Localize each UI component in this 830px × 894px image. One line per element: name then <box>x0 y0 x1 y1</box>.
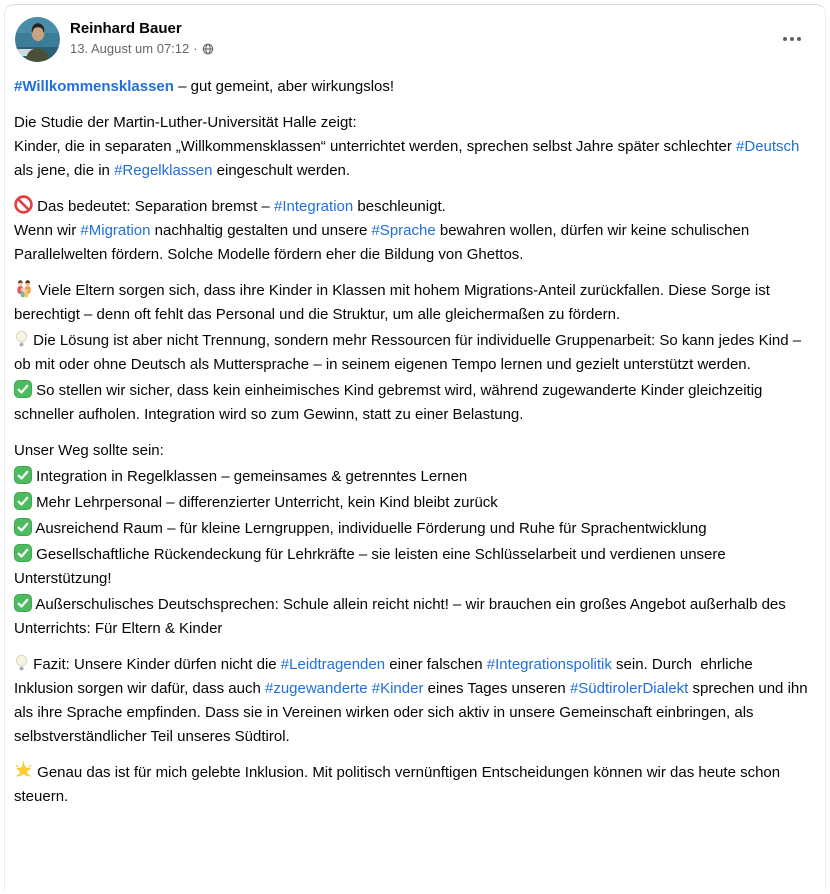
hashtag-link[interactable]: #Migration <box>80 222 151 239</box>
hashtag-link[interactable]: #Kinder <box>371 680 424 697</box>
lightbulb-emoji <box>14 654 29 672</box>
post-meta-row <box>70 41 214 57</box>
post-text: als jene, die in <box>14 138 804 179</box>
family-emoji <box>14 280 34 298</box>
check-emoji <box>14 466 32 484</box>
avatar[interactable] <box>15 17 60 62</box>
post-text: Außerschulisches Deutschsprechen: Schule allein reicht nicht! – wir brauchen ein großes Angebot außerhalb des Unterrichts: Für Eltern & Kinder <box>14 596 790 637</box>
lightbulb-emoji <box>14 330 29 348</box>
post-text: eingeschult werden. <box>212 162 351 179</box>
post-text: einer falschen <box>385 656 487 673</box>
post-text: Mehr Lehrpersonal – differenzierter Unterricht, kein Kind bleibt zurück <box>32 494 498 511</box>
post-paragraph <box>14 761 816 809</box>
header-meta <box>70 17 214 57</box>
author-name[interactable]: Reinhard Bauer <box>70 20 182 37</box>
post-text: Die Lösung ist aber nicht Trennung, sondern mehr Ressourcen für individuelle Gruppenarbeit: So kann jedes Kind – ob mit oder ohne Deutsch als Muttersprache – in seinem eigenen Tempo lernen und gezielt unterstützt werden. <box>14 332 806 373</box>
globe-icon <box>202 43 214 55</box>
post-paragraph <box>14 75 816 99</box>
post-body <box>5 62 825 809</box>
check-emoji <box>14 594 32 612</box>
check-emoji <box>14 380 32 398</box>
post-text: Die Studie der Martin-Luther-Universität Halle zeigt: <box>14 114 357 131</box>
check-emoji <box>14 492 32 510</box>
post-paragraph <box>14 653 816 749</box>
post-paragraph <box>14 111 816 183</box>
post-text: sprechen und ihn als ihre Sprache empfinden. Dass sie in Vereinen wirken oder sich aktiv in unsere Gemeinschaft einbringen, als selbstverständlicher Teil unseres Südtirol. <box>14 680 812 745</box>
post-paragraph <box>14 329 816 377</box>
hashtag-link[interactable]: #Leidtragenden <box>280 656 386 673</box>
post-text: Fazit: Unsere Kinder dürfen nicht die <box>29 656 281 673</box>
ellipsis-icon <box>783 37 801 41</box>
post-header <box>5 5 825 62</box>
post-paragraph <box>14 517 816 541</box>
post-text: beschleunigt. <box>353 198 446 215</box>
hashtag-link[interactable]: #Deutsch <box>736 138 800 155</box>
hashtag-link[interactable]: #Integration <box>273 198 354 215</box>
post-card <box>4 4 826 890</box>
post-paragraph <box>14 439 816 463</box>
post-text: nachhaltig gestalten und unsere <box>150 222 372 239</box>
hashtag-link[interactable]: #Regelklassen <box>114 162 213 179</box>
post-text: Viele Eltern sorgen sich, dass ihre Kinder in Klassen mit hohem Migrations-Anteil zurückfallen. Diese Sorge ist berechtigt – denn oft fehlt das Personal und die Struktur, um alle gleichermaßen zu fördern. <box>14 282 775 323</box>
post-text: Unser Weg sollte sein: <box>14 442 164 459</box>
post-text: Ausreichend Raum – für kleine Lerngruppen, individuelle Förderung und Ruhe für Sprachentwicklung <box>32 520 707 537</box>
hashtag-link[interactable]: #Sprache <box>371 222 436 239</box>
post-paragraph <box>14 195 816 267</box>
prohibited-emoji <box>14 195 33 214</box>
post-text: sein. Durch ehrliche Inklusion sorgen wir dafür, dass auch <box>14 656 757 697</box>
hashtag-link[interactable]: #zugewanderte <box>264 680 368 697</box>
post-text: So stellen wir sicher, dass kein einheimisches Kind gebremst wird, während zugewanderte Kinder gleichzeitig schneller aufholen. Integration wird so zum Gewinn, statt zu einer Belastung. <box>14 382 767 423</box>
hashtag-link[interactable]: #SüdtirolerDialekt <box>569 680 689 697</box>
post-text: Gesellschaftliche Rückendeckung für Lehrkräfte – sie leisten eine Schlüsselarbeit und verdienen unsere Unterstützung! <box>14 546 730 587</box>
meta-separator: · <box>193 41 198 56</box>
post-paragraph <box>14 491 816 515</box>
post-paragraph <box>14 379 816 427</box>
post-text: Genau das ist für mich gelebte Inklusion. Mit politisch vernünftigen Entscheidungen können wir das heute schon steuern. <box>14 764 785 805</box>
post-text: – gut gemeint, aber wirkungslos! <box>173 78 395 95</box>
post-text: Das bedeutet: Separation bremst – <box>33 198 274 215</box>
post-text: Kinder, die in separaten „Willkommensklassen“ unterrichtet werden, sprechen selbst Jahre später schlechter <box>14 138 737 155</box>
timestamp[interactable]: 13. August um 07:12 <box>70 41 190 56</box>
hashtag-link[interactable]: #Integrationspolitik <box>486 656 612 673</box>
post-paragraph <box>14 465 816 489</box>
check-emoji <box>14 544 32 562</box>
post-paragraph <box>14 543 816 591</box>
hashtag-link[interactable]: #Willkommensklassen <box>14 78 174 95</box>
post-paragraph <box>14 593 816 641</box>
post-text: eines Tages unseren <box>423 680 570 697</box>
post-paragraph <box>14 279 816 327</box>
post-text: Wenn wir <box>14 222 81 239</box>
post-text: bewahren wollen, dürfen wir keine schulischen Parallelwelten fördern. Solche Modelle fördern eher die Bildung von Ghettos. <box>14 222 754 263</box>
post-text: Integration in Regelklassen – gemeinsames & getrenntes Lernen <box>32 468 468 485</box>
glowing-star-emoji <box>14 761 33 780</box>
check-emoji <box>14 518 32 536</box>
post-menu-button[interactable] <box>777 31 807 47</box>
